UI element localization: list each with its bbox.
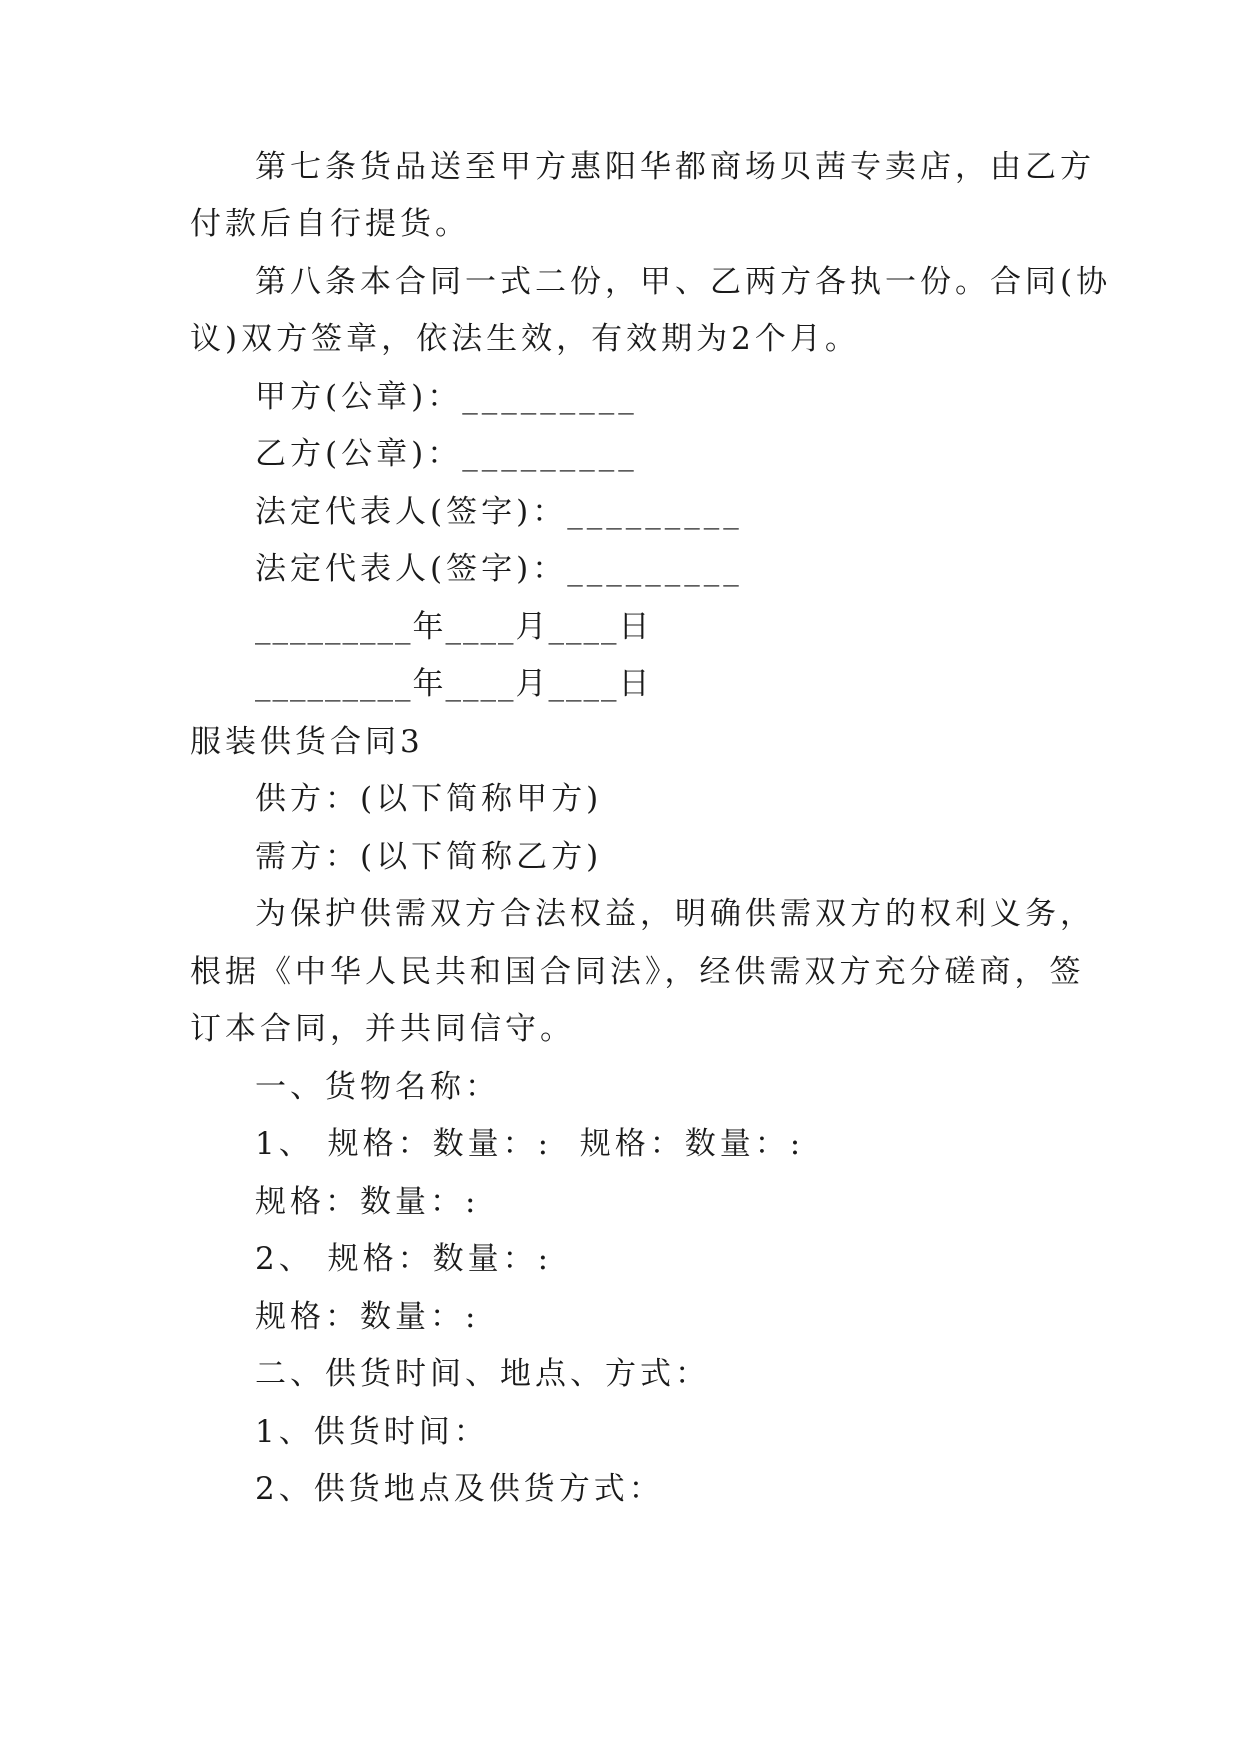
- buyer-line: 需方：(以下简称乙方): [255, 839, 603, 875]
- section-2-heading: 二、供货时间、地点、方式：: [255, 1356, 710, 1392]
- contract-3-title: 服装供货合同3: [190, 724, 424, 760]
- goods-item-1: 1、 规格：数量：: 规格：数量：:: [255, 1126, 805, 1162]
- clause-7-line-1: 第七条货品送至甲方惠阳华都商场贝茜专卖店，由乙方: [255, 149, 1095, 185]
- legal-rep-signature-line-2: 法定代表人(签字)：_________: [255, 551, 743, 587]
- date-line-2: _________年____月____日: [255, 666, 652, 702]
- supplier-line: 供方：(以下简称甲方): [255, 781, 603, 817]
- goods-item-1-spec: 规格：数量：:: [255, 1184, 480, 1220]
- clause-8-line-2: 议)双方签章，依法生效，有效期为2个月。: [190, 321, 860, 357]
- date-line-1: _________年____月____日: [255, 609, 652, 645]
- preamble-line-3: 订本合同，并共同信守。: [190, 1011, 575, 1047]
- party-a-seal-line: 甲方(公章)：_________: [255, 379, 638, 415]
- clause-7-line-2: 付款后自行提货。: [190, 206, 470, 242]
- clause-8-line-1: 第八条本合同一式二份，甲、乙两方各执一份。合同(协: [255, 264, 1112, 300]
- supply-time-line: 1、供货时间：: [255, 1414, 489, 1450]
- section-1-heading: 一、货物名称：: [255, 1069, 500, 1105]
- supply-place-method-line: 2、供货地点及供货方式：: [255, 1471, 664, 1507]
- legal-rep-signature-line-1: 法定代表人(签字)：_________: [255, 494, 743, 530]
- party-b-seal-line: 乙方(公章)：_________: [255, 436, 638, 472]
- goods-item-2-spec: 规格：数量：:: [255, 1299, 480, 1335]
- preamble-line-1: 为保护供需双方合法权益，明确供需双方的权利义务，: [255, 896, 1095, 932]
- preamble-line-2: 根据《中华人民共和国合同法》，经供需双方充分磋商，签: [190, 954, 1085, 990]
- goods-item-2: 2、 规格：数量：:: [255, 1241, 553, 1277]
